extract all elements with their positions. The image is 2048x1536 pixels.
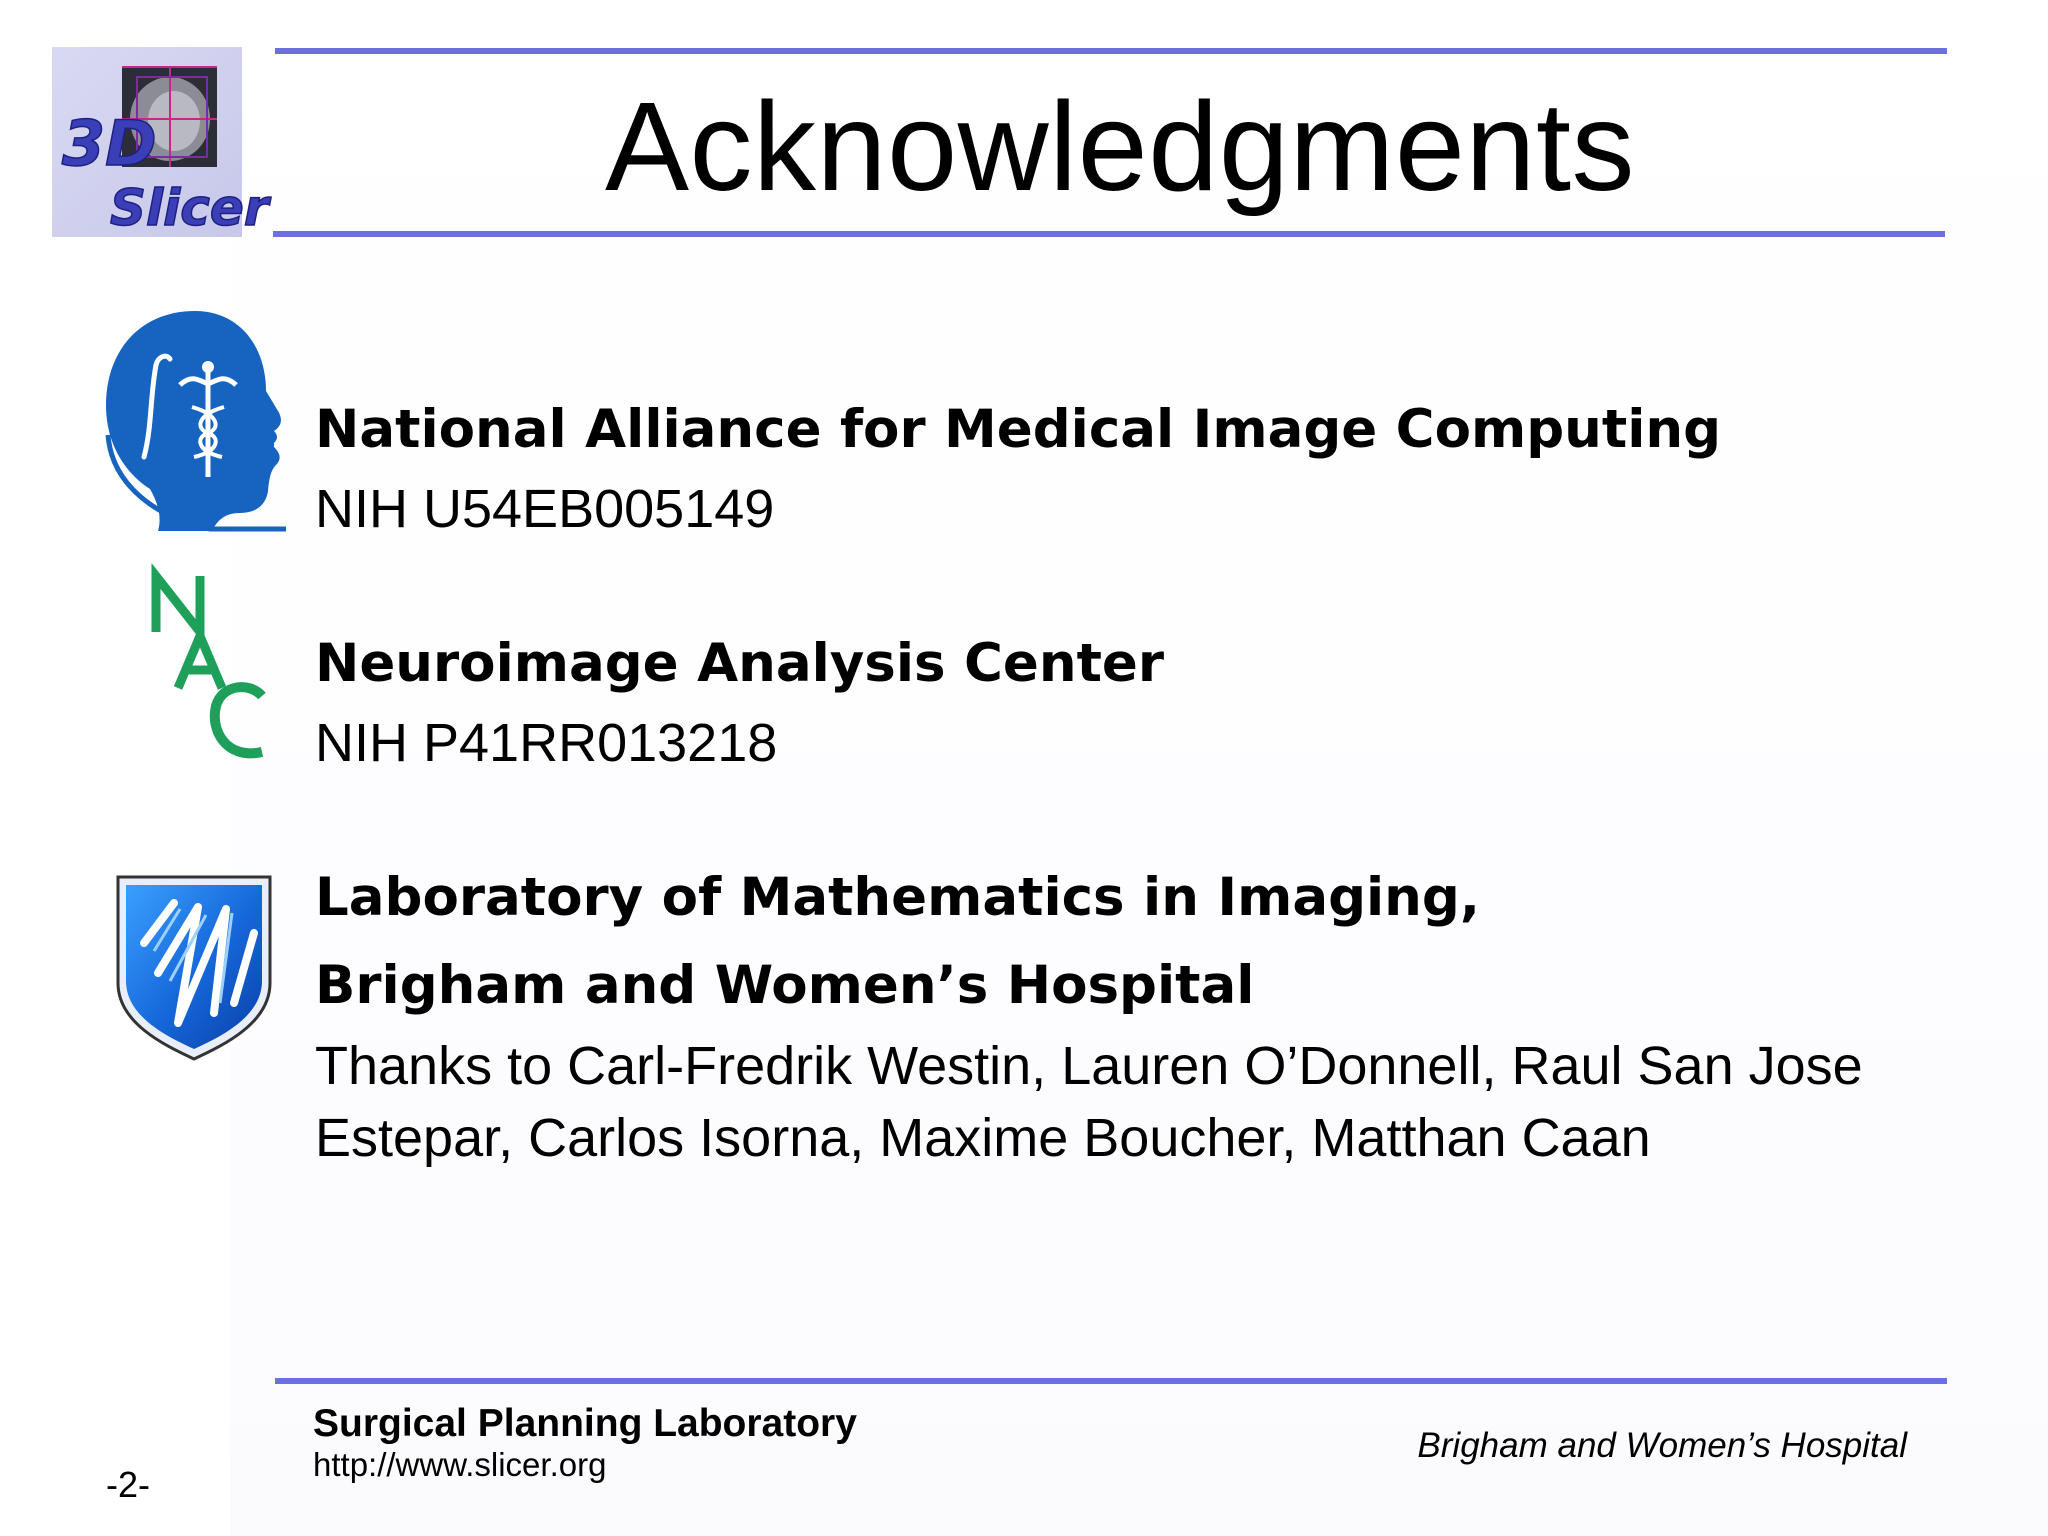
title-bottom-rule — [273, 231, 1945, 237]
namic-grant: NIH U54EB005149 — [315, 479, 775, 539]
lmi-heading-line1: Laboratory of Mathematics in Imaging, — [315, 867, 1480, 928]
slicer-logo-word: Slicer — [110, 179, 269, 237]
lmi-heading-line2: Brigham and Women’s Hospital — [315, 955, 1255, 1016]
footer-hospital: Brigham and Women’s Hospital — [1417, 1426, 1907, 1465]
namic-head-logo-icon — [100, 307, 290, 544]
footer-organization: Surgical Planning Laboratory — [313, 1402, 857, 1445]
footer-rule — [275, 1378, 1947, 1384]
section-nac — [315, 620, 1164, 778]
page-number: -2- — [106, 1464, 150, 1505]
slicer-logo-3d: 3D — [62, 107, 157, 180]
page-title: Acknowledgments — [604, 76, 1636, 217]
section-lmi — [315, 854, 1955, 1174]
3d-slicer-logo-icon — [52, 47, 269, 237]
footer-url: http://www.slicer.org — [313, 1446, 607, 1483]
section-namic — [315, 386, 1721, 544]
nac-grant: NIH P41RR013218 — [315, 713, 778, 773]
nac-heading: Neuroimage Analysis Center — [315, 633, 1165, 694]
lmi-thanks: Thanks to Carl-Fredrik Westin, Lauren O’Donnell, Raul San Jose Estepar, Carlos Isorna, Maxime Boucher, Matthan Caan — [315, 1036, 1863, 1168]
lmi-shield-logo-icon — [114, 873, 274, 1068]
title-top-rule — [275, 48, 1947, 54]
namic-heading: National Alliance for Medical Image Computing — [315, 399, 1722, 460]
nac-logo-icon — [150, 570, 270, 775]
